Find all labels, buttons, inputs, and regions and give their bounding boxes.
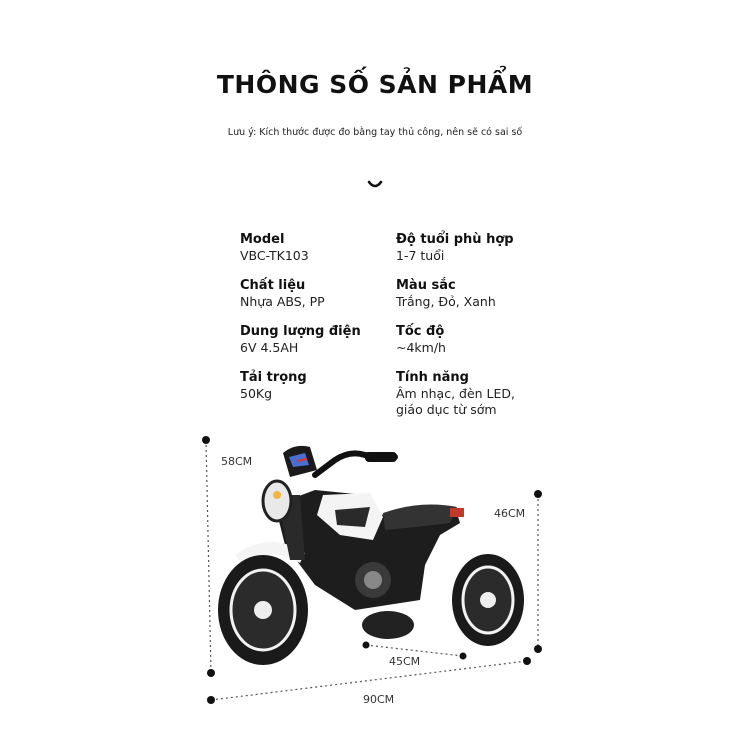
page-title: THÔNG SỐ SẢN PHẨM: [216, 70, 534, 99]
dimension-height-rear: 46CM: [494, 507, 526, 520]
spec-value: ~4km/h: [396, 340, 446, 355]
spec-label: Tải trọng: [240, 370, 307, 385]
middle-wheel: [362, 611, 414, 639]
spec-value: Nhựa ABS, PP: [240, 294, 325, 309]
measurement-note: Lưu ý: Kích thước được đo bằng tay thủ công, nên sẽ có sai số: [227, 127, 523, 138]
spec-label: Tốc độ: [396, 324, 445, 339]
taillight: [450, 508, 464, 517]
front-wheel: [218, 555, 308, 665]
dimension-width: 45CM: [389, 655, 421, 668]
spec-value: 1-7 tuổi: [396, 248, 445, 263]
kids-electric-motorbike-image: [205, 435, 545, 675]
dimension-height-front: 58CM: [221, 455, 253, 468]
spec-value: VBC-TK103: [240, 248, 309, 263]
headlight: [263, 481, 291, 521]
spec-label: Chất liệu: [240, 278, 306, 293]
rear-wheel: [452, 554, 524, 646]
spec-value: giáo dục từ sớm: [396, 402, 497, 417]
spec-label: Model: [240, 232, 285, 247]
spec-value: 50Kg: [240, 386, 273, 401]
spec-label: Dung lượng điện: [240, 324, 361, 339]
spec-label: Màu sắc: [396, 278, 456, 293]
spec-value: Âm nhạc, đèn LED,: [396, 386, 516, 401]
dimension-length: 90CM: [363, 693, 395, 706]
spec-value: 6V 4.5AH: [240, 340, 299, 355]
spec-label: Độ tuổi phù hợp: [396, 232, 514, 247]
spec-label: Tính năng: [396, 370, 469, 385]
spec-value: Trắng, Đỏ, Xanh: [396, 294, 496, 309]
